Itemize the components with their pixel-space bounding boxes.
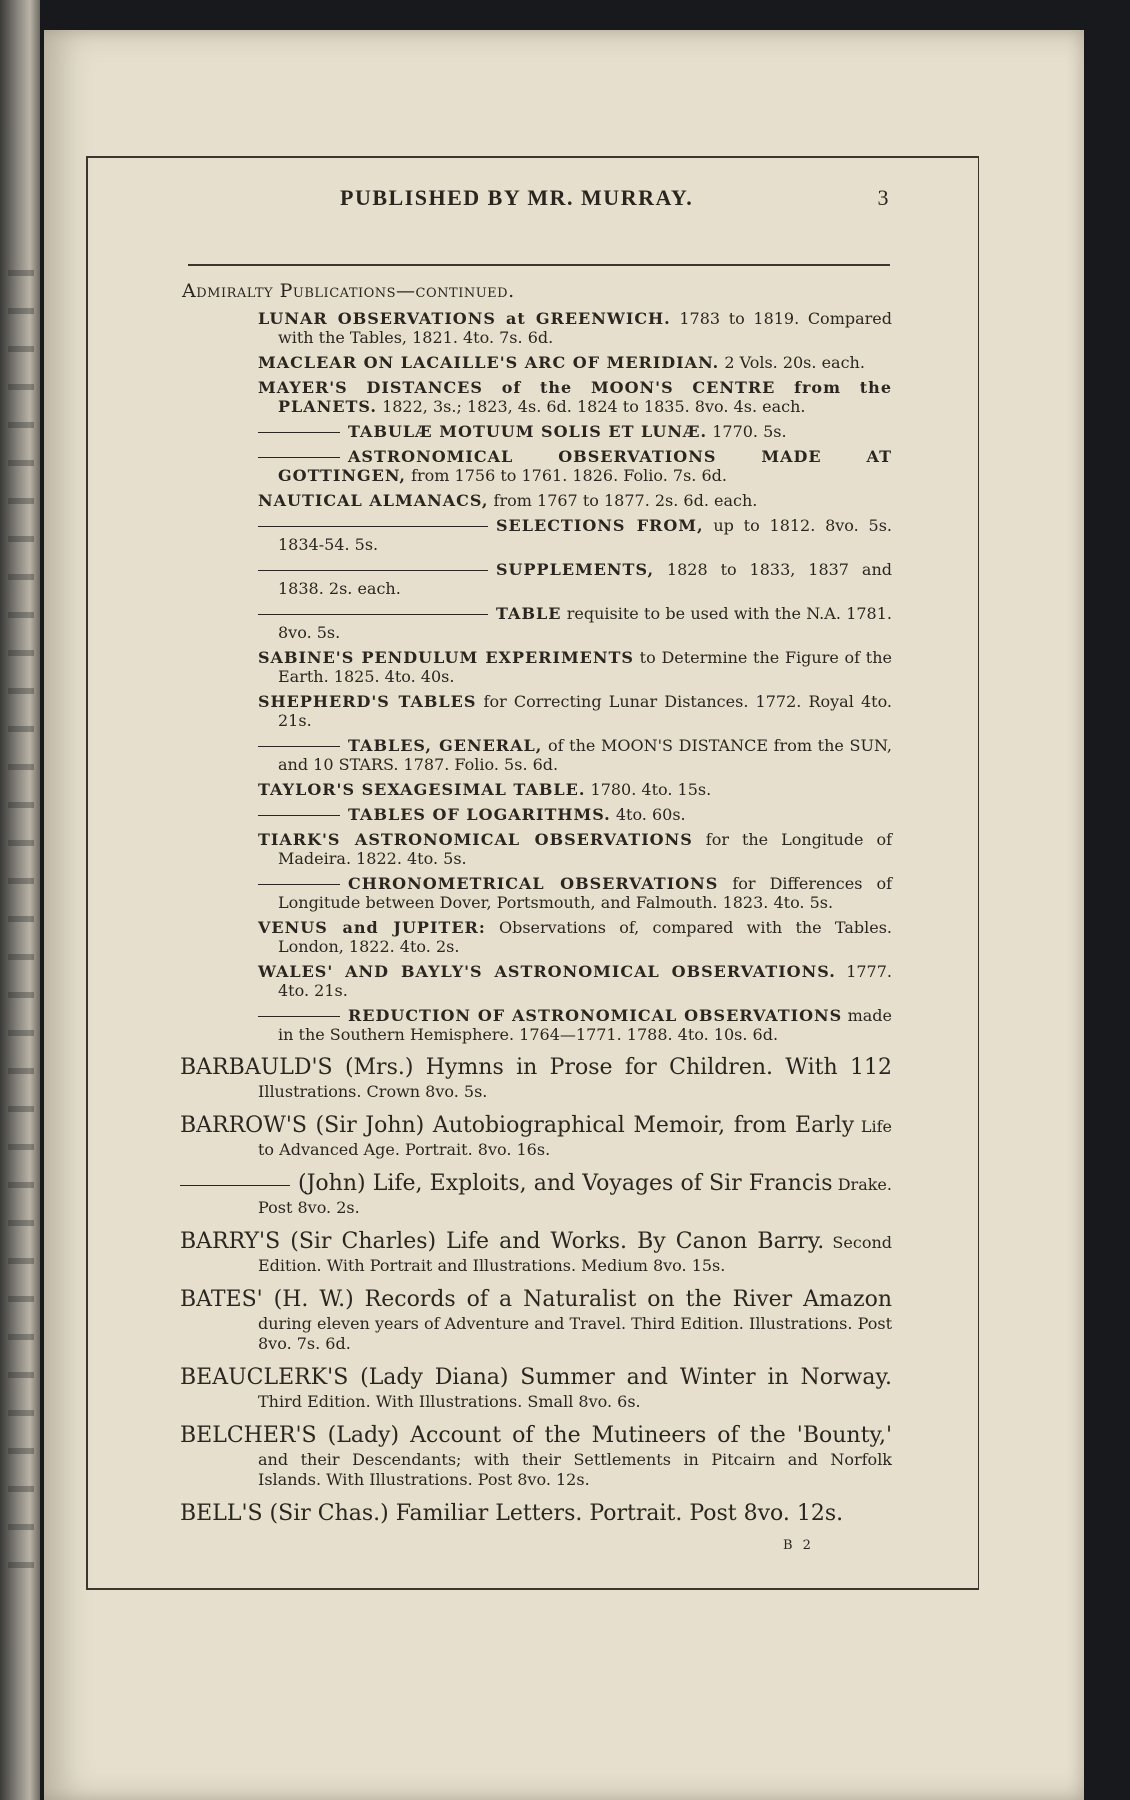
entry-details: for Correcting Lunar Distances. 1772. Royal 4to. 21s. [278,692,892,730]
entry-title: TABLES OF LOGARITHMS. [348,805,611,824]
catalogue-entry [220,491,892,510]
catalogue-entry [220,447,892,485]
entry-title: TABLE [496,604,562,623]
book-entry [180,1112,892,1160]
entry-title: ASTRONOMICAL OBSERVATIONS MADE AT GOTTINGEN, [278,447,892,485]
book-title-line: BEAUCLERK'S (Lady Diana) Summer and Winter in Norway. [180,1365,892,1390]
page-body [180,282,892,1535]
ditto-rule [258,815,340,816]
entry-details: 1822, 3s.; 1823, 4s. 6d. 1824 to 1835. 8vo. 4s. each. [376,397,806,416]
ditto-rule [180,1185,290,1186]
catalogue-entry [220,1006,892,1044]
catalogue-entry [220,692,892,730]
entry-details: from 1767 to 1877. 2s. 6d. each. [488,491,758,510]
entry-title: WALES' AND BAYLY'S ASTRONOMICAL OBSERVATIONS. [258,962,836,981]
book-title-line: BATES' (H. W.) Records of a Naturalist on the River Amazon [180,1287,892,1312]
ditto-rule [258,1016,340,1017]
catalogue-entry [220,309,892,347]
entry-title: TABLES, GENERAL, [348,736,543,755]
entry-details: 1783 to 1819. Compared with the Tables, 1821. 4to. 7s. 6d. [278,309,893,347]
catalogue-entry [220,378,892,416]
book-title-line: BARBAULD'S (Mrs.) Hymns in Prose for Children. With 112 [180,1055,892,1080]
book-details: and their Descendants; with their Settlements in Pitcairn and Norfolk Islands. With Illustrations. Post 8vo. 12s. [258,1450,892,1489]
entry-title: TIARK'S ASTRONOMICAL OBSERVATIONS [258,830,693,849]
entry-title: SHEPHERD'S TABLES [258,692,477,711]
entry-details: 1770. 5s. [707,422,787,441]
header-rule [188,264,890,266]
catalogue-entry [220,962,892,1000]
catalogue-entry [220,805,892,824]
catalogue-entry [220,874,892,912]
catalogue-entry [220,422,892,441]
entry-title: SABINE'S PENDULUM EXPERIMENTS [258,648,634,667]
book-details: Drake. Post 8vo. 2s. [258,1175,892,1217]
running-header [300,185,890,219]
entry-title: REDUCTION OF ASTRONOMICAL OBSERVATIONS [348,1006,843,1025]
catalogue-entry [220,780,892,799]
entry-title: SUPPLEMENTS, [496,560,655,579]
entry-details: of the MOON'S DISTANCE from the SUN, and 10 STARS. 1787. Folio. 5s. 6d. [278,736,892,774]
ditto-rule [258,614,488,615]
entry-details: from 1756 to 1761. 1826. Folio. 7s. 6d. [405,466,727,485]
entry-title: CHRONOMETRICAL OBSERVATIONS [348,874,719,893]
book-title-line: BARROW'S (Sir John) Autobiographical Memoir, from Early [180,1113,855,1138]
book-details: Illustrations. Crown 8vo. 5s. [258,1082,488,1101]
book-details: Second Edition. With Portrait and Illustrations. Medium 8vo. 15s. [258,1233,892,1275]
book-title-line: BELL'S (Sir Chas.) Familiar Letters. Portrait. Post 8vo. 12s. [180,1501,844,1526]
entry-details: 1780. 4to. 15s. [585,780,712,799]
book-entry [180,1422,892,1490]
entry-title: MAYER'S DISTANCES of the MOON'S CENTRE from the PLANETS. [258,378,892,416]
book-title-line: (John) Life, Exploits, and Voyages of Sir Francis [298,1171,833,1196]
entry-title: VENUS and JUPITER: [258,918,486,937]
entry-details: for the Longitude of Madeira. 1822. 4to. 5s. [278,830,892,868]
catalogue-entry [220,353,892,372]
book-entry [180,1170,892,1218]
entry-details: 2 Vols. 20s. each. [719,353,865,372]
entry-title: SELECTIONS FROM, [496,516,704,535]
entry-title: MACLEAR ON LACAILLE'S ARC OF MERIDIAN. [258,353,720,372]
book-entry [180,1054,892,1102]
entry-details: 4to. 60s. [610,805,686,824]
spine-text-shadow [8,270,34,1590]
entry-details: requisite to be used with the N.A. 1781. 8vo. 5s. [278,604,892,642]
entry-details: made in the Southern Hemisphere. 1764—1771. 1788. 4to. 10s. 6d. [278,1006,893,1044]
catalogue-entry [220,516,892,554]
ditto-rule [258,746,340,747]
entry-details: 1777. 4to. 21s. [278,962,892,1000]
entry-title: LUNAR OBSERVATIONS at GREENWICH. [258,309,671,328]
ditto-rule [258,884,340,885]
section-heading: Admiralty Publications—continued. [182,280,515,302]
catalogue-entry [220,560,892,598]
book-spine [0,0,40,1800]
book-entry [180,1500,892,1528]
ditto-rule [258,570,488,571]
catalogue-entry [220,918,892,956]
book-details: during eleven years of Adventure and Travel. Third Edition. Illustrations. Post 8vo. 7s. 6d. [258,1314,892,1353]
entry-details: for Differences of Longitude between Dover, Portsmouth, and Falmouth. 1823. 4to. 5s. [278,874,892,912]
entry-details: 1828 to 1833, 1837 and 1838. 2s. each. [278,560,892,598]
admiralty-list [180,309,892,1044]
catalogue-entry [220,736,892,774]
page-number: 3 [877,185,890,210]
ditto-rule [258,432,340,433]
book-entry [180,1364,892,1412]
entry-title: TABULÆ MOTUUM SOLIS ET LUNÆ. [348,422,708,441]
book-title-line: BARRY'S (Sir Charles) Life and Works. By Canon Barry. [180,1229,825,1254]
book-details: Third Edition. With Illustrations. Small 8vo. 6s. [258,1392,641,1411]
catalogue-entry [220,648,892,686]
catalogue-entry [220,830,892,868]
entry-title: NAUTICAL ALMANACS, [258,491,489,510]
entry-details: Observations of, compared with the Tables. London, 1822. 4to. 2s. [278,918,892,956]
book-entry [180,1228,892,1276]
book-title-line: BELCHER'S (Lady) Account of the Mutineers of the 'Bounty,' [180,1423,892,1448]
book-details: Life to Advanced Age. Portrait. 8vo. 16s. [258,1117,892,1159]
ditto-rule [258,457,340,458]
header-title: PUBLISHED BY MR. MURRAY. [340,185,694,210]
entry-details: to Determine the Figure of the Earth. 1825. 4to. 40s. [278,648,893,686]
book-entry [180,1286,892,1354]
ditto-rule [258,526,488,527]
books-list [180,1054,892,1528]
entry-title: TAYLOR'S SEXAGESIMAL TABLE. [258,780,586,799]
catalogue-entry [220,604,892,642]
signature-mark: B 2 [783,1538,814,1553]
entry-details: up to 1812. 8vo. 5s. 1834-54. 5s. [278,516,892,554]
